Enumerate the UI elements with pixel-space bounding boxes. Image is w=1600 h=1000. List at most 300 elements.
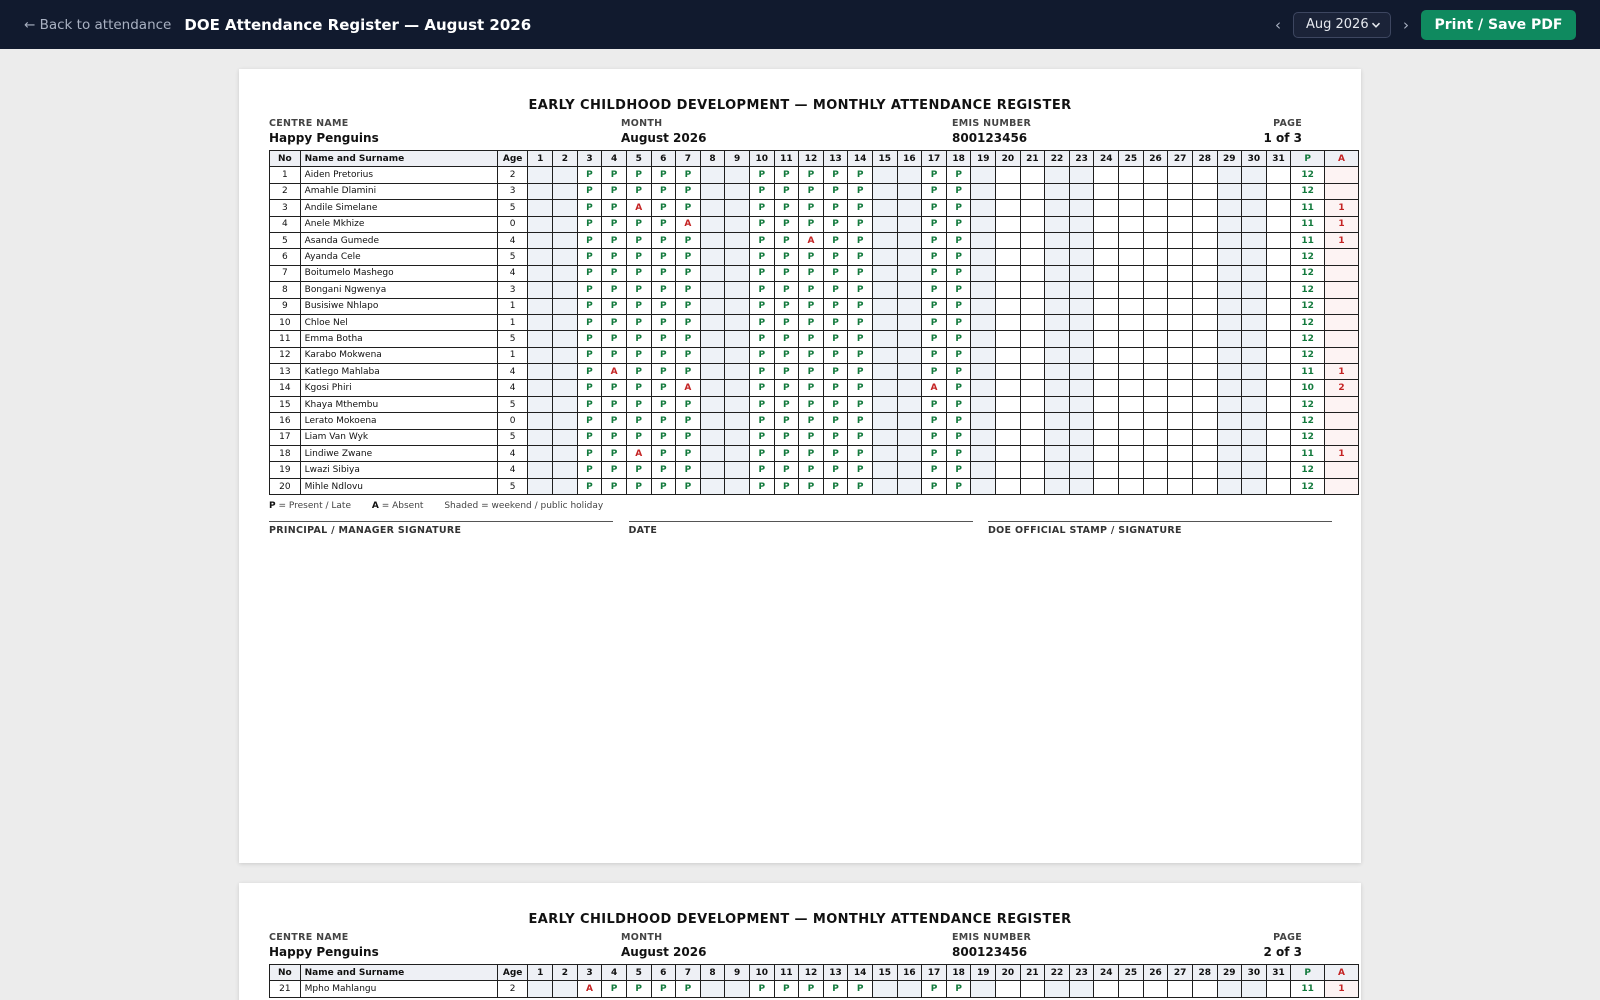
- day-cell: [823, 462, 848, 478]
- present-mark: P: [635, 170, 642, 181]
- day-cell: [922, 981, 947, 997]
- day-cell: [971, 314, 996, 330]
- day-cell: [922, 380, 947, 396]
- day-cell: [528, 216, 553, 232]
- column-header-day: 19: [971, 965, 996, 981]
- day-cell: [651, 249, 676, 265]
- present-mark: P: [610, 432, 618, 443]
- present-mark: P: [635, 350, 642, 361]
- day-cell: [1020, 265, 1045, 281]
- day-cell: [1242, 981, 1267, 997]
- day-cell: [1192, 167, 1217, 183]
- present-mark: P: [684, 284, 692, 295]
- day-cell: [1192, 981, 1217, 997]
- child-age: 4: [497, 364, 528, 380]
- day-cell: [1242, 429, 1267, 445]
- present-mark: P: [660, 350, 667, 361]
- present-total: 12: [1291, 249, 1325, 265]
- present-mark: P: [783, 219, 790, 230]
- day-cell: [626, 282, 651, 298]
- present-mark: P: [930, 235, 938, 246]
- day-cell: [1020, 331, 1045, 347]
- day-cell: [528, 478, 553, 494]
- day-cell: [799, 183, 824, 199]
- column-header-day: 21: [1020, 151, 1045, 167]
- day-cell: [774, 347, 799, 363]
- present-mark: P: [930, 202, 938, 213]
- day-cell: [1119, 396, 1144, 412]
- day-cell: [848, 462, 873, 478]
- day-cell: [1020, 396, 1045, 412]
- day-cell: [774, 183, 799, 199]
- day-cell: [602, 446, 627, 462]
- day-cell: [1266, 364, 1291, 380]
- absent-total: [1325, 282, 1359, 298]
- doe-stamp-signature-line: DOE OFFICIAL STAMP / SIGNATURE: [988, 521, 1332, 536]
- month-label: MONTH: [621, 118, 663, 129]
- day-cell: [897, 364, 922, 380]
- day-cell: [1168, 364, 1193, 380]
- present-total: 12: [1291, 282, 1325, 298]
- day-cell: [1168, 216, 1193, 232]
- row-number: 3: [270, 200, 301, 216]
- column-header-day: 3: [577, 151, 602, 167]
- day-cell: [971, 981, 996, 997]
- day-cell: [577, 331, 602, 347]
- present-mark: P: [930, 399, 938, 410]
- present-mark: P: [832, 333, 839, 344]
- day-cell: [725, 446, 750, 462]
- present-mark: P: [586, 465, 593, 476]
- present-mark: P: [832, 284, 839, 295]
- column-header-day: 13: [823, 965, 848, 981]
- day-cell: [799, 298, 824, 314]
- day-cell: [1119, 314, 1144, 330]
- day-cell: [1094, 314, 1119, 330]
- table-row: [270, 446, 1359, 462]
- legend-present: P = Present / Late: [269, 501, 351, 512]
- absent-total: 1: [1325, 364, 1359, 380]
- column-header-day: 4: [602, 151, 627, 167]
- day-cell: [1266, 478, 1291, 494]
- day-cell: [774, 364, 799, 380]
- previous-month-button[interactable]: ‹: [1275, 15, 1281, 34]
- day-cell: [1266, 200, 1291, 216]
- day-cell: [897, 478, 922, 494]
- day-cell: [749, 413, 774, 429]
- present-total: 12: [1291, 478, 1325, 494]
- present-mark: P: [610, 235, 618, 246]
- day-cell: [774, 462, 799, 478]
- table-row: [270, 380, 1359, 396]
- absent-mark: A: [930, 383, 938, 394]
- day-cell: [872, 413, 897, 429]
- present-mark: P: [586, 235, 593, 246]
- present-mark: P: [684, 399, 692, 410]
- present-mark: P: [684, 366, 692, 377]
- page-title: DOE Attendance Register — August 2026: [184, 15, 532, 34]
- day-cell: [1069, 298, 1094, 314]
- column-header-day: 31: [1266, 965, 1291, 981]
- attendance-table: [269, 964, 1359, 998]
- day-cell: [676, 331, 701, 347]
- column-header-no: No: [270, 965, 301, 981]
- present-mark: P: [832, 350, 839, 361]
- day-cell: [848, 200, 873, 216]
- absent-total: 1: [1325, 981, 1359, 997]
- day-cell: [602, 216, 627, 232]
- day-cell: [651, 232, 676, 248]
- present-mark: P: [610, 317, 618, 328]
- present-mark: P: [856, 448, 864, 459]
- day-cell: [1143, 200, 1168, 216]
- day-cell: [1266, 429, 1291, 445]
- day-cell: [946, 478, 971, 494]
- day-cell: [1143, 183, 1168, 199]
- day-cell: [1094, 380, 1119, 396]
- day-cell: [626, 298, 651, 314]
- row-number: 10: [270, 314, 301, 330]
- day-cell: [749, 249, 774, 265]
- day-cell: [1266, 249, 1291, 265]
- month-select[interactable]: [1293, 12, 1391, 38]
- day-cell: [946, 981, 971, 997]
- day-cell: [897, 429, 922, 445]
- child-name: Amahle Dlamini: [300, 183, 497, 199]
- day-cell: [946, 347, 971, 363]
- day-cell: [922, 314, 947, 330]
- child-name: Lindiwe Zwane: [300, 446, 497, 462]
- present-mark: P: [832, 383, 839, 394]
- present-mark: P: [856, 984, 864, 995]
- present-mark: P: [783, 268, 790, 279]
- present-mark: P: [955, 383, 962, 394]
- table-row: [270, 478, 1359, 494]
- day-cell: [577, 282, 602, 298]
- day-cell: [799, 981, 824, 997]
- present-mark: P: [856, 399, 864, 410]
- day-cell: [922, 478, 947, 494]
- day-cell: [553, 396, 578, 412]
- day-cell: [872, 216, 897, 232]
- column-header-day: 8: [700, 151, 725, 167]
- day-cell: [848, 478, 873, 494]
- absent-total: 1: [1325, 216, 1359, 232]
- day-cell: [1045, 478, 1070, 494]
- column-header-day: 25: [1119, 965, 1144, 981]
- present-mark: P: [684, 202, 692, 213]
- day-cell: [1143, 232, 1168, 248]
- day-cell: [651, 413, 676, 429]
- day-cell: [971, 232, 996, 248]
- day-cell: [922, 396, 947, 412]
- present-mark: P: [930, 284, 938, 295]
- present-mark: P: [586, 383, 593, 394]
- day-cell: [553, 429, 578, 445]
- present-mark: P: [635, 415, 642, 426]
- day-cell: [872, 429, 897, 445]
- day-cell: [946, 462, 971, 478]
- day-cell: [922, 200, 947, 216]
- day-cell: [1020, 347, 1045, 363]
- present-mark: P: [955, 268, 962, 279]
- absent-total: [1325, 314, 1359, 330]
- column-header-day: 24: [1094, 965, 1119, 981]
- row-number: 16: [270, 413, 301, 429]
- day-cell: [700, 216, 725, 232]
- day-cell: [823, 216, 848, 232]
- row-number: 12: [270, 347, 301, 363]
- day-cell: [700, 347, 725, 363]
- present-mark: P: [610, 301, 618, 312]
- day-cell: [897, 265, 922, 281]
- day-cell: [1094, 282, 1119, 298]
- present-mark: P: [856, 350, 864, 361]
- day-cell: [1143, 478, 1168, 494]
- day-cell: [1266, 216, 1291, 232]
- day-cell: [1266, 167, 1291, 183]
- day-cell: [676, 232, 701, 248]
- day-cell: [1168, 265, 1193, 281]
- day-cell: [1266, 981, 1291, 997]
- table-row: [270, 331, 1359, 347]
- day-cell: [872, 167, 897, 183]
- day-cell: [676, 446, 701, 462]
- present-mark: P: [660, 333, 667, 344]
- table-row: [270, 183, 1359, 199]
- day-cell: [676, 413, 701, 429]
- table-row: [270, 232, 1359, 248]
- day-cell: [971, 298, 996, 314]
- column-header-day: 23: [1069, 965, 1094, 981]
- day-cell: [922, 462, 947, 478]
- day-cell: [897, 462, 922, 478]
- day-cell: [1143, 429, 1168, 445]
- day-cell: [651, 446, 676, 462]
- present-mark: P: [955, 448, 962, 459]
- day-cell: [1143, 396, 1168, 412]
- day-cell: [1217, 364, 1242, 380]
- present-mark: P: [758, 235, 766, 246]
- present-mark: P: [758, 202, 766, 213]
- day-cell: [1192, 282, 1217, 298]
- day-cell: [725, 413, 750, 429]
- day-cell: [725, 183, 750, 199]
- present-mark: P: [832, 399, 839, 410]
- day-cell: [897, 216, 922, 232]
- column-header-no: No: [270, 151, 301, 167]
- day-cell: [1143, 380, 1168, 396]
- day-cell: [946, 200, 971, 216]
- print-save-pdf-button[interactable]: Print / Save PDF: [1421, 10, 1576, 40]
- day-cell: [922, 167, 947, 183]
- present-mark: P: [610, 186, 618, 197]
- day-cell: [774, 314, 799, 330]
- day-cell: [1069, 364, 1094, 380]
- day-cell: [676, 380, 701, 396]
- day-cell: [1192, 478, 1217, 494]
- day-cell: [602, 282, 627, 298]
- day-cell: [1242, 446, 1267, 462]
- present-mark: P: [660, 235, 667, 246]
- back-to-attendance-link[interactable]: ← Back to attendance: [24, 16, 172, 33]
- child-age: 0: [497, 413, 528, 429]
- present-mark: P: [856, 219, 864, 230]
- day-cell: [749, 364, 774, 380]
- day-cell: [749, 478, 774, 494]
- present-mark: P: [758, 317, 766, 328]
- register-page-2: [239, 883, 1361, 1000]
- day-cell: [528, 265, 553, 281]
- day-cell: [1094, 396, 1119, 412]
- present-mark: P: [783, 252, 790, 263]
- present-mark: P: [758, 301, 766, 312]
- day-cell: [1242, 380, 1267, 396]
- day-cell: [1020, 446, 1045, 462]
- present-mark: P: [684, 317, 692, 328]
- month-block: [621, 118, 706, 146]
- child-name: Lerato Mokoena: [300, 413, 497, 429]
- absent-total: 2: [1325, 380, 1359, 396]
- day-cell: [872, 981, 897, 997]
- day-cell: [1192, 216, 1217, 232]
- day-cell: [1119, 183, 1144, 199]
- column-header-day: 16: [897, 965, 922, 981]
- day-cell: [996, 200, 1021, 216]
- day-cell: [1020, 183, 1045, 199]
- present-mark: P: [930, 268, 938, 279]
- day-cell: [528, 413, 553, 429]
- column-header-day: 30: [1242, 151, 1267, 167]
- column-header-day: 15: [872, 965, 897, 981]
- day-cell: [749, 232, 774, 248]
- present-mark: P: [783, 301, 790, 312]
- present-mark: P: [832, 465, 839, 476]
- day-cell: [1020, 282, 1045, 298]
- day-cell: [602, 298, 627, 314]
- present-mark: P: [635, 333, 642, 344]
- day-cell: [799, 413, 824, 429]
- present-mark: P: [807, 366, 815, 377]
- day-cell: [676, 216, 701, 232]
- present-mark: P: [832, 448, 839, 459]
- day-cell: [1143, 216, 1168, 232]
- day-cell: [602, 396, 627, 412]
- day-cell: [799, 462, 824, 478]
- day-cell: [872, 347, 897, 363]
- day-cell: [1266, 446, 1291, 462]
- present-mark: P: [610, 350, 618, 361]
- day-cell: [700, 981, 725, 997]
- day-cell: [676, 347, 701, 363]
- day-cell: [577, 232, 602, 248]
- present-mark: P: [783, 448, 790, 459]
- present-mark: P: [586, 268, 593, 279]
- month-label: MONTH: [621, 932, 663, 943]
- present-mark: P: [684, 235, 692, 246]
- day-cell: [602, 478, 627, 494]
- present-mark: P: [684, 350, 692, 361]
- present-mark: P: [684, 415, 692, 426]
- present-mark: P: [635, 366, 642, 377]
- present-mark: P: [586, 432, 593, 443]
- day-cell: [577, 265, 602, 281]
- day-cell: [602, 413, 627, 429]
- day-cell: [872, 331, 897, 347]
- day-cell: [774, 478, 799, 494]
- next-month-button[interactable]: ›: [1403, 15, 1409, 34]
- present-mark: P: [832, 301, 839, 312]
- present-mark: P: [635, 383, 642, 394]
- row-number: 1: [270, 167, 301, 183]
- day-cell: [1119, 347, 1144, 363]
- day-cell: [971, 380, 996, 396]
- present-mark: P: [930, 415, 938, 426]
- day-cell: [676, 167, 701, 183]
- present-total: 12: [1291, 331, 1325, 347]
- present-mark: P: [955, 481, 962, 492]
- day-cell: [626, 478, 651, 494]
- day-cell: [700, 232, 725, 248]
- day-cell: [626, 232, 651, 248]
- present-total: 12: [1291, 265, 1325, 281]
- day-cell: [749, 462, 774, 478]
- day-cell: [528, 380, 553, 396]
- day-cell: [799, 314, 824, 330]
- day-cell: [823, 396, 848, 412]
- day-cell: [528, 429, 553, 445]
- day-cell: [1020, 478, 1045, 494]
- day-cell: [651, 347, 676, 363]
- present-mark: P: [832, 268, 839, 279]
- day-cell: [725, 380, 750, 396]
- present-total: 12: [1291, 429, 1325, 445]
- day-cell: [946, 167, 971, 183]
- present-mark: P: [586, 202, 593, 213]
- present-mark: P: [660, 366, 667, 377]
- day-cell: [946, 183, 971, 199]
- present-mark: P: [807, 170, 815, 181]
- row-number: 7: [270, 265, 301, 281]
- top-bar: [0, 0, 1600, 49]
- day-cell: [1168, 429, 1193, 445]
- present-mark: P: [955, 170, 962, 181]
- emis-number-value: 800123456: [952, 945, 1028, 959]
- present-mark: P: [635, 284, 642, 295]
- day-cell: [1266, 462, 1291, 478]
- day-cell: [799, 396, 824, 412]
- day-cell: [1217, 331, 1242, 347]
- day-cell: [553, 282, 578, 298]
- present-mark: P: [807, 465, 815, 476]
- day-cell: [1242, 265, 1267, 281]
- day-cell: [1119, 232, 1144, 248]
- day-cell: [528, 249, 553, 265]
- present-mark: P: [783, 202, 790, 213]
- day-cell: [848, 282, 873, 298]
- day-cell: [1266, 232, 1291, 248]
- day-cell: [602, 200, 627, 216]
- register-meta: [269, 932, 1331, 964]
- day-cell: [577, 446, 602, 462]
- column-header-day: 19: [971, 151, 996, 167]
- day-cell: [749, 183, 774, 199]
- day-cell: [897, 282, 922, 298]
- present-mark: P: [660, 202, 667, 213]
- present-mark: P: [856, 415, 864, 426]
- day-cell: [774, 200, 799, 216]
- day-cell: [602, 249, 627, 265]
